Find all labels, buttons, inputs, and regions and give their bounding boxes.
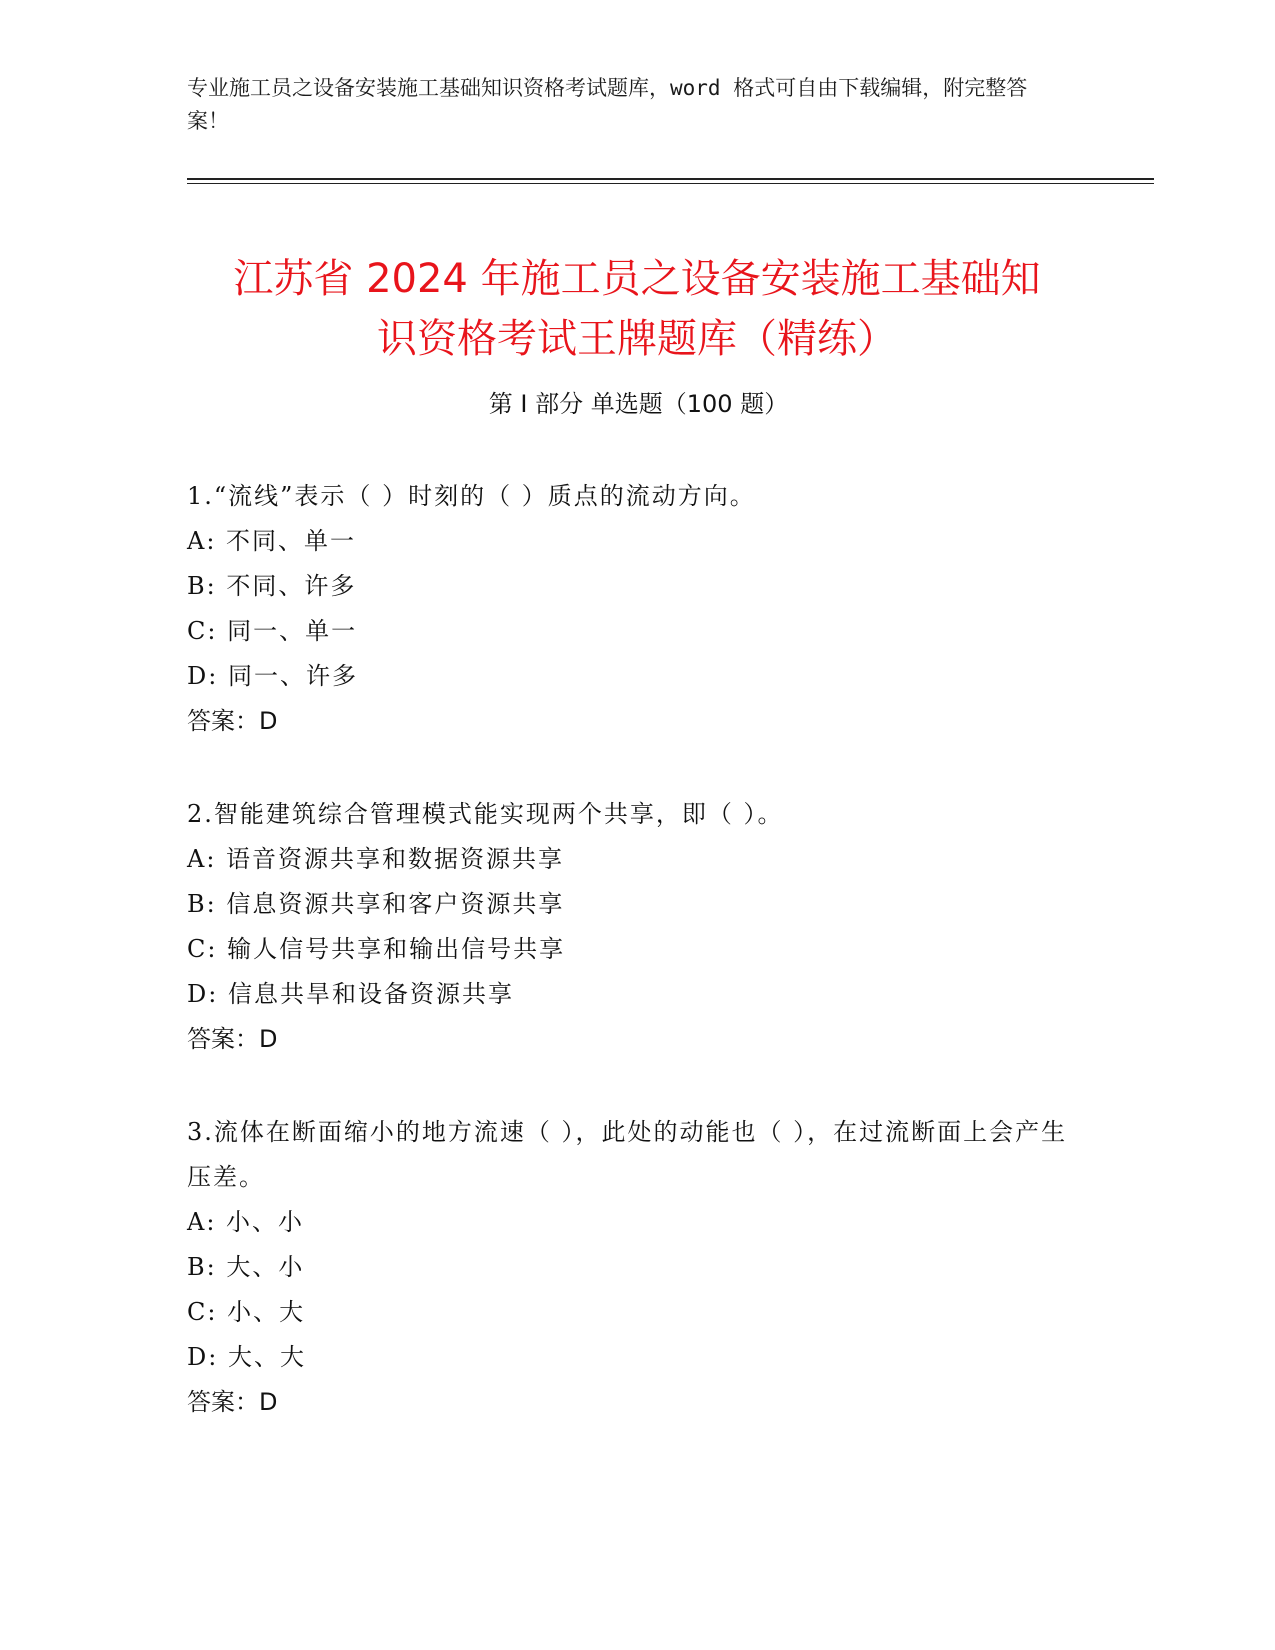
option-c: C: 同一、单一 xyxy=(187,617,358,645)
document-title-line-2: 识资格考试王牌题库（精练） xyxy=(377,315,897,362)
answer: 答案：D xyxy=(187,1388,278,1416)
document-title xyxy=(187,249,1087,369)
option-a: A: 不同、单一 xyxy=(187,527,357,555)
answer: 答案：D xyxy=(187,707,278,735)
header-rule-thin xyxy=(187,183,1154,184)
question-stem: 3.流体在断面缩小的地方流速（ ），此处的动能也（ ），在过流断面上会产生压差。 xyxy=(187,1118,1068,1191)
document-title-line-1: 江苏省 2024 年施工员之设备安装施工基础知 xyxy=(233,255,1041,302)
question-2 xyxy=(187,792,1087,1062)
header-note: 专业施工员之设备安装施工基础知识资格考试题库，word 格式可自由下载编辑，附完整答案！ xyxy=(187,76,1028,133)
option-a: A: 小、小 xyxy=(187,1208,305,1236)
option-b: B: 大、小 xyxy=(187,1253,305,1281)
option-d: D: 同一、许多 xyxy=(187,662,358,690)
option-c: C: 小、大 xyxy=(187,1298,306,1326)
option-c: C: 输人信号共享和输出信号共享 xyxy=(187,935,566,963)
header-rule-thick xyxy=(187,178,1154,180)
option-a: A: 语音资源共享和数据资源共享 xyxy=(187,845,565,873)
option-d: D: 大、大 xyxy=(187,1343,306,1371)
answer: 答案：D xyxy=(187,1025,278,1053)
option-b: B: 不同、许多 xyxy=(187,572,357,600)
question-1 xyxy=(187,474,1087,744)
section-title: 第 I 部分 单选题（100 题） xyxy=(488,390,789,418)
question-3 xyxy=(187,1110,1087,1425)
question-stem: 2.智能建筑综合管理模式能实现两个共享，即（ ）。 xyxy=(187,800,784,828)
option-b: B: 信息资源共享和客户资源共享 xyxy=(187,890,565,918)
option-d: D: 信息共旱和设备资源共享 xyxy=(187,980,514,1008)
question-stem: 1.“流线”表示（ ）时刻的（ ）质点的流动方向。 xyxy=(187,482,756,510)
